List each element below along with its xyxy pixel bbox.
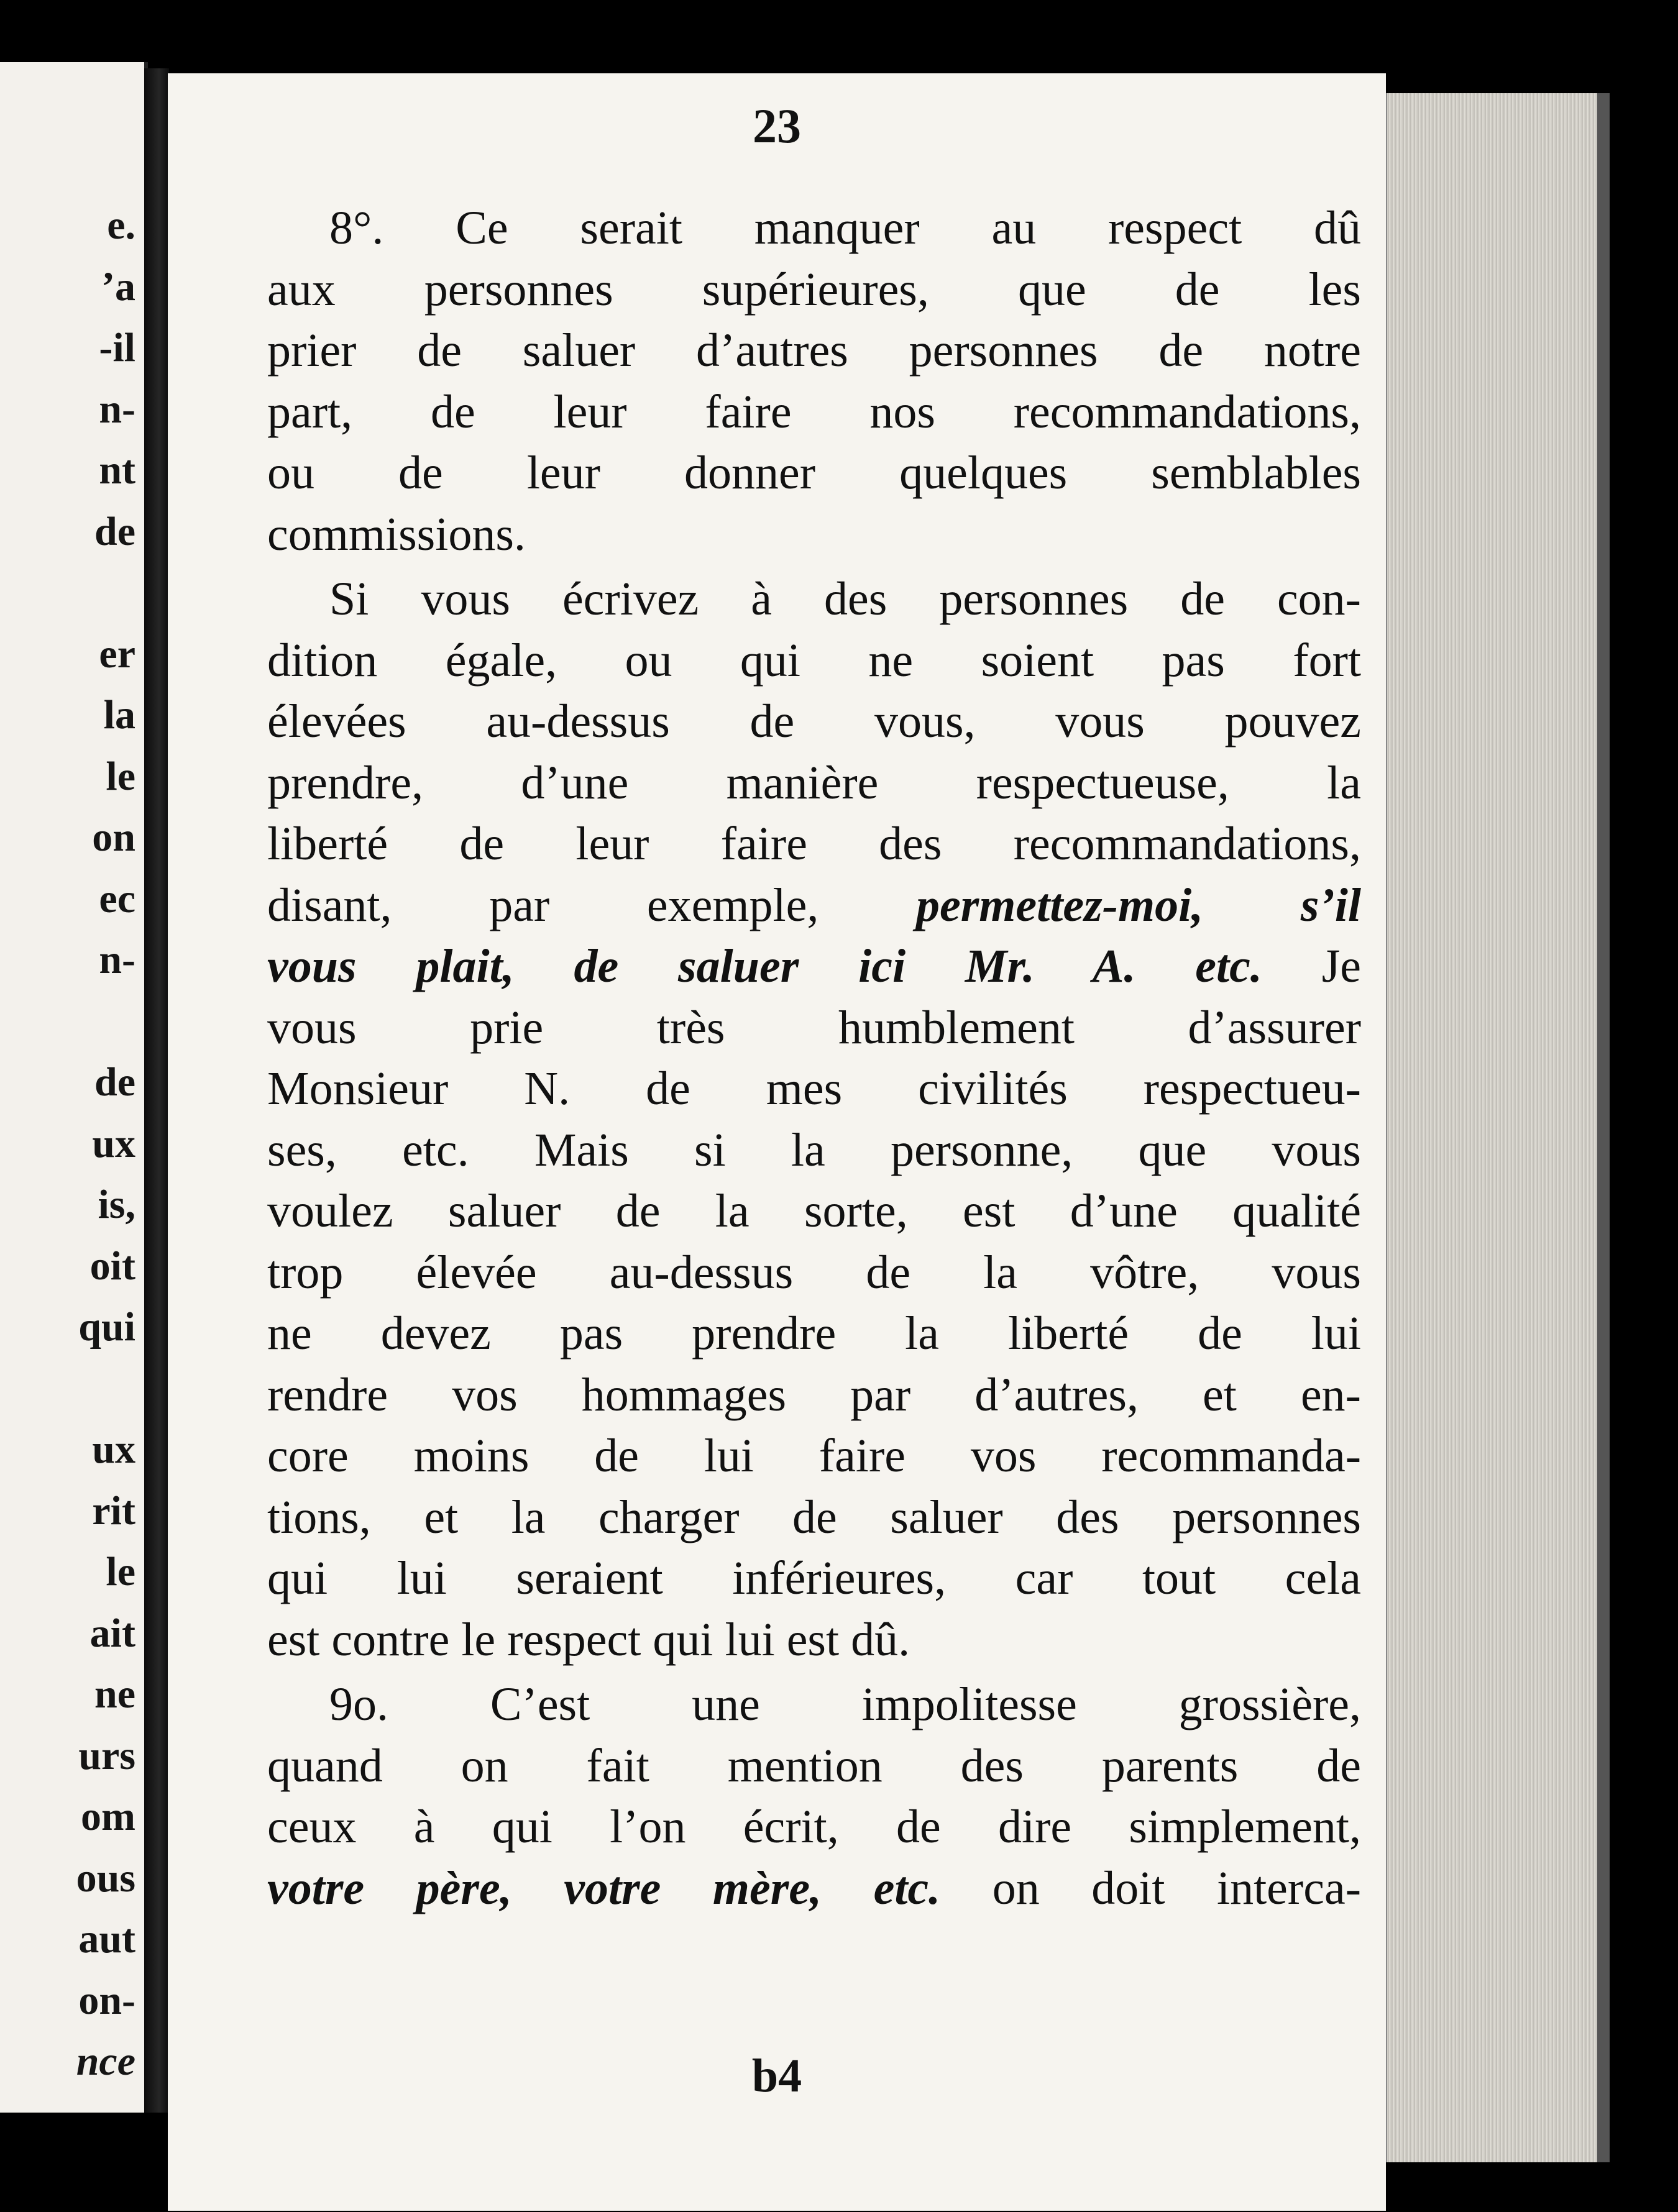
previous-page-fragment: rit (92, 1488, 135, 1533)
page-edges-shadow (1597, 93, 1610, 2162)
text-line: tions, et la charger de saluer des personnes (267, 1491, 1361, 1543)
previous-page-fragment: nt (99, 447, 135, 493)
text-line: ses, etc. Mais si la personne, que vous (267, 1123, 1361, 1176)
text-line: rendre vos hommages par d’autres, et en- (267, 1368, 1361, 1421)
text-line: Si vous écrivez à des personnes de con- (329, 573, 1361, 625)
text-line: 9o. C’est une impolitesse grossière, (329, 1678, 1361, 1730)
previous-page-fragment: la (103, 692, 135, 738)
text-line: vous prie très humblement d’assurer (267, 1001, 1361, 1054)
previous-page-fragment: n- (99, 386, 135, 432)
previous-page-fragment: ux (92, 1427, 135, 1472)
text-line: quand on fait mention des parents de (267, 1739, 1361, 1792)
previous-page-fragment: ait (89, 1610, 135, 1656)
previous-page-fragment: ’a (101, 263, 135, 309)
text-line: votre père, votre mère, etc. on doit interca- (267, 1862, 1362, 1914)
book-page (168, 73, 1386, 2211)
previous-page-fragment: ec (99, 875, 135, 921)
previous-page-edge (0, 62, 148, 2113)
text-line: ou de leur donner quelques semblables (267, 447, 1361, 499)
text-line: qui lui seraient inférieures, car tout cela (267, 1552, 1361, 1604)
previous-page-fragment: is, (98, 1182, 135, 1227)
text-line: dition égale, ou qui ne soient pas fort (267, 634, 1361, 687)
previous-page-fragment: on (92, 815, 135, 860)
text-line: prendre, d’une manière respectueuse, la (267, 756, 1361, 809)
previous-page-fragment: urs (78, 1732, 135, 1778)
text-line: prier de saluer d’autres personnes de notre (267, 324, 1361, 377)
text-line: est contre le respect qui lui est dû. (267, 1613, 910, 1666)
text-line: aux personnes supérieures, que de les (267, 263, 1361, 316)
previous-page-fragment: -il (99, 325, 135, 370)
text-line: voulez saluer de la sorte, est d’une qualité (267, 1185, 1361, 1237)
page-number: 23 (753, 99, 801, 153)
italic-phrase: votre père, votre mère, etc. (267, 1862, 941, 1914)
text-line: ceux à qui l’on écrit, de dire simplement, (267, 1801, 1361, 1853)
previous-page-fragment: qui (78, 1304, 135, 1350)
previous-page-fragment: de (94, 1059, 135, 1105)
previous-page-fragment: aut (78, 1916, 135, 1962)
previous-page-fragment: n- (99, 937, 135, 982)
previous-page-fragment: on- (78, 1977, 135, 2023)
page-body (267, 198, 1361, 1919)
previous-page-fragment: oit (89, 1243, 135, 1289)
previous-page-fragment: er (99, 631, 135, 677)
text-line: liberté de leur faire des recommandations, (267, 818, 1361, 870)
signature-mark: b4 (751, 2050, 802, 2102)
previous-page-fragment: ous (76, 1855, 135, 1901)
text-line: ne devez pas prendre la liberté de lui (267, 1307, 1361, 1360)
text-line: commissions. (267, 508, 526, 560)
previous-page-fragment: le (106, 1549, 135, 1594)
text-line: Monsieur N. de mes civilités respectueu- (267, 1063, 1361, 1115)
italic-phrase: vous plait, de saluer ici Mr. A. etc. (267, 940, 1262, 992)
text-line: trop élevée au-dessus de la vôtre, vous (267, 1246, 1361, 1299)
previous-page-fragment: de (94, 508, 135, 554)
previous-page-fragment: om (81, 1794, 135, 1839)
text-line: 8°. Ce serait manquer au respect dû (329, 202, 1361, 254)
text-line: core moins de lui faire vos recommanda- (267, 1430, 1361, 1482)
book-gutter (144, 68, 169, 2113)
previous-page-fragment: ux (92, 1120, 135, 1166)
text-line: vous plait, de saluer ici Mr. A. etc. Je (267, 940, 1361, 992)
previous-page-fragment: e. (107, 203, 135, 248)
text-line: part, de leur faire nos recommandations, (267, 385, 1361, 438)
page-edges (1386, 93, 1598, 2162)
text-line: disant, par exemple, permettez-moi, s’il (267, 879, 1361, 931)
previous-page-fragment: ne (94, 1671, 135, 1717)
text-line: élevées au-dessus de vous, vous pouvez (267, 695, 1361, 747)
italic-phrase: permettez-moi, s’il (915, 879, 1361, 931)
previous-page-fragment: le (106, 753, 135, 799)
previous-page-fragment: nce (76, 2039, 135, 2084)
